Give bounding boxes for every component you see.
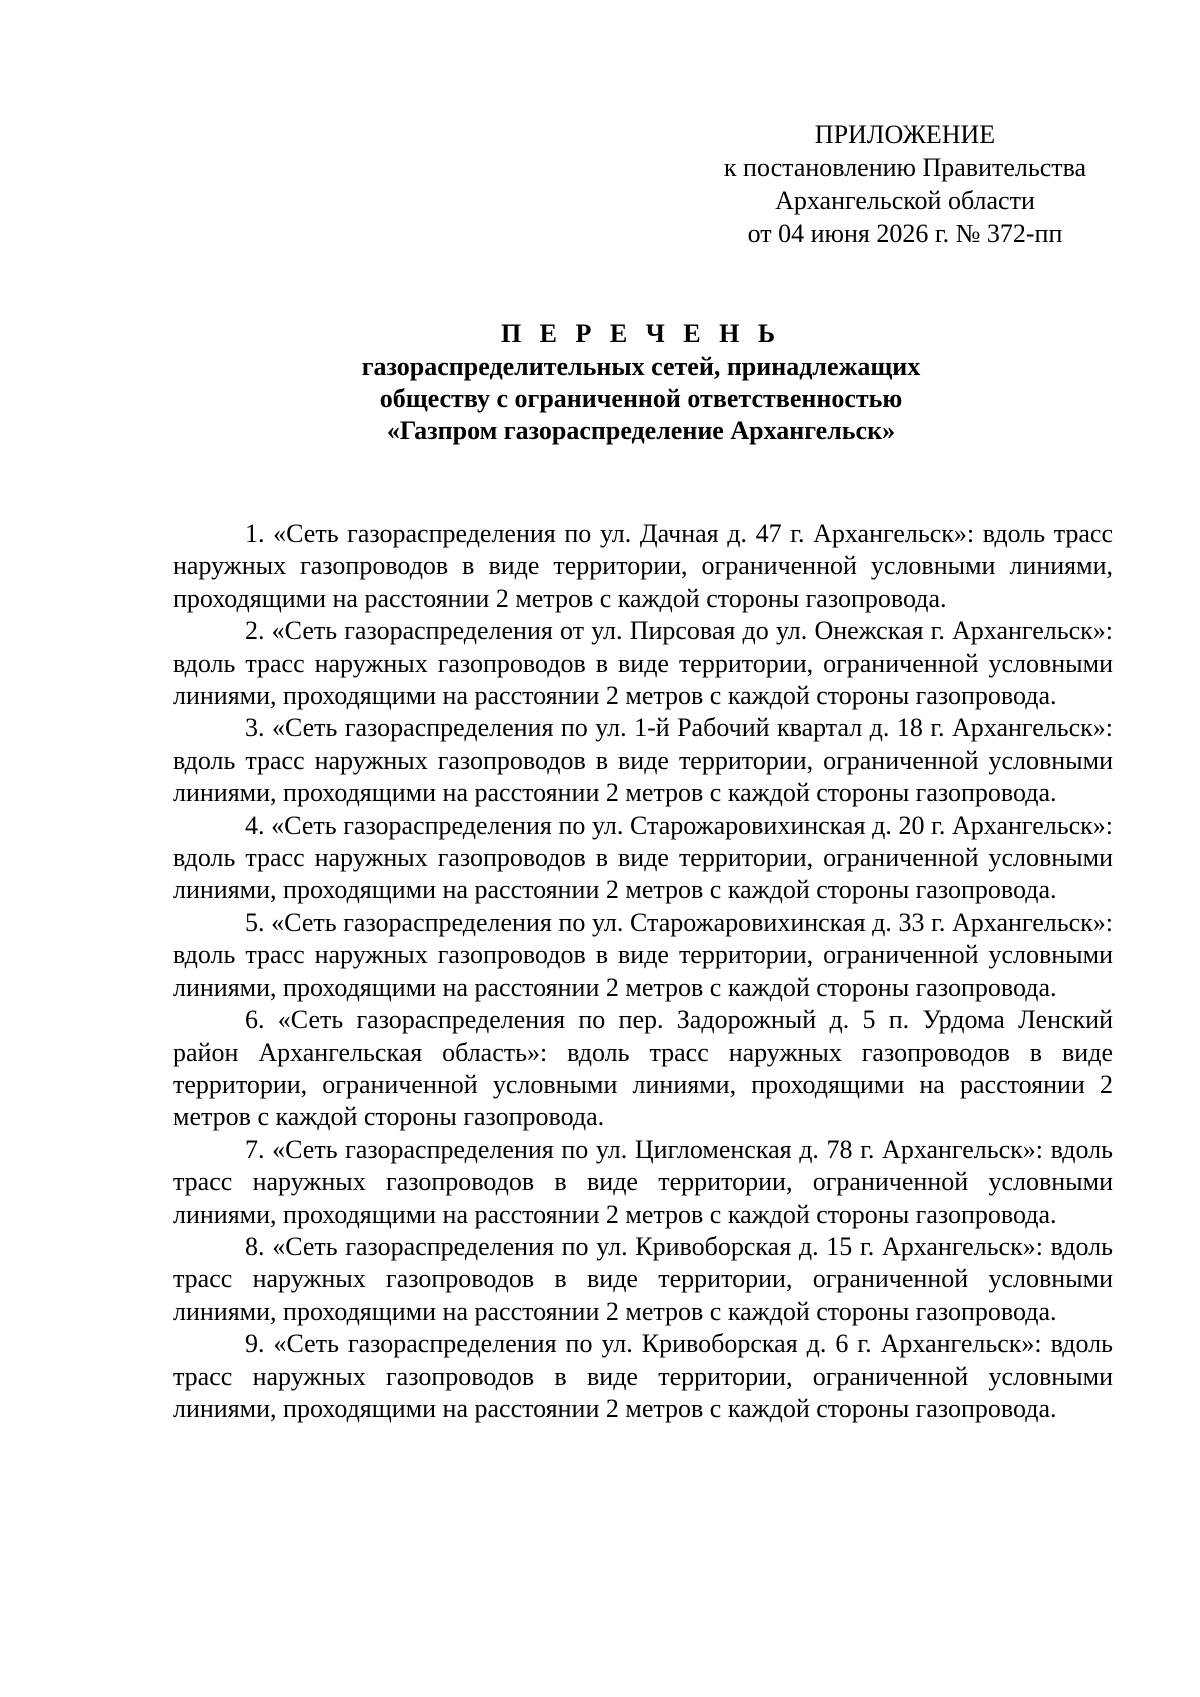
list-item: 3. «Сеть газораспределения по ул. 1-й Рабочий квартал д. 18 г. Архангельск»: вдоль трасс наружных газопроводов в виде территории, ограниченной условными линиями, проходящими на расстоянии 2 метров с каждой стороны газопровода. [173, 713, 1113, 808]
list-item: 5. «Сеть газораспределения по ул. Старожаровихинская д. 33 г. Архангельск»: вдоль трасс наружных газопроводов в виде территории, ограниченной условными линиями, проходящими на расстоянии 2 метров с каждой стороны газопровода. [173, 907, 1113, 1002]
appendix-region-line: Архангельской области [775, 186, 1035, 215]
appendix-block [690, 118, 1120, 250]
document-heading [170, 318, 1112, 447]
appendix-decree-line: к постановлению Правительства [723, 153, 1087, 182]
list-item: 9. «Сеть газораспределения по ул. Кривоборская д. 6 г. Архангельск»: вдоль трасс наружных газопроводов в виде территории, ограниченной условными линиями, проходящими на расстоянии 2 метров с каждой стороны газопровода. [173, 1329, 1113, 1423]
list-item: 2. «Сеть газораспределения от ул. Пирсовая до ул. Онежская г. Архангельск»: вдоль трасс наружных газопроводов в виде территории, ограниченной условными линиями, проходящими на расстоянии 2 метров с каждой стороны газопровода. [173, 616, 1113, 711]
list-item: 7. «Сеть газораспределения по ул. Цигломенская д. 78 г. Архангельск»: вдоль трасс наружных газопроводов в виде территории, ограниченной условными линиями, проходящими на расстоянии 2 метров с каждой стороны газопровода. [173, 1134, 1113, 1229]
heading-line-3: «Газпром газораспределение Архангельск» [386, 416, 896, 445]
list-item: 6. «Сеть газораспределения по пер. Задорожный д. 5 п. Урдома Ленский район Архангельская область»: вдоль трасс наружных газопроводов в виде территории, ограниченной условными линиями, проходящими на расстоянии 2 метров с каждой стороны газопровода. [173, 1005, 1113, 1132]
appendix-date-line: от 04 июня 2026 г. № 372-пп [747, 219, 1063, 248]
heading-line-2: обществу с ограниченной ответственностью [379, 384, 903, 413]
list-item: 1. «Сеть газораспределения по ул. Дачная д. 47 г. Архангельск»: вдоль трасс наружных газопроводов в виде территории, ограниченной условными линиями, проходящими на расстоянии 2 метров с каждой стороны газопровода. [173, 519, 1113, 613]
heading-title: П Е Р Е Ч Е Н Ь [500, 319, 782, 348]
list-item: 4. «Сеть газораспределения по ул. Старожаровихинская д. 20 г. Архангельск»: вдоль трасс наружных газопроводов в виде территории, ограниченной условными линиями, проходящими на расстоянии 2 метров с каждой стороны газопровода. [173, 810, 1113, 905]
list-item: 8. «Сеть газораспределения по ул. Кривоборская д. 15 г. Архангельск»: вдоль трасс наружных газопроводов в виде территории, ограниченной условными линиями, проходящими на расстоянии 2 метров с каждой стороны газопровода. [173, 1231, 1113, 1326]
heading-line-1: газораспределительных сетей, принадлежащих [361, 352, 921, 381]
network-list [173, 518, 1113, 1425]
appendix-title: ПРИЛОЖЕНИЕ [814, 120, 996, 149]
